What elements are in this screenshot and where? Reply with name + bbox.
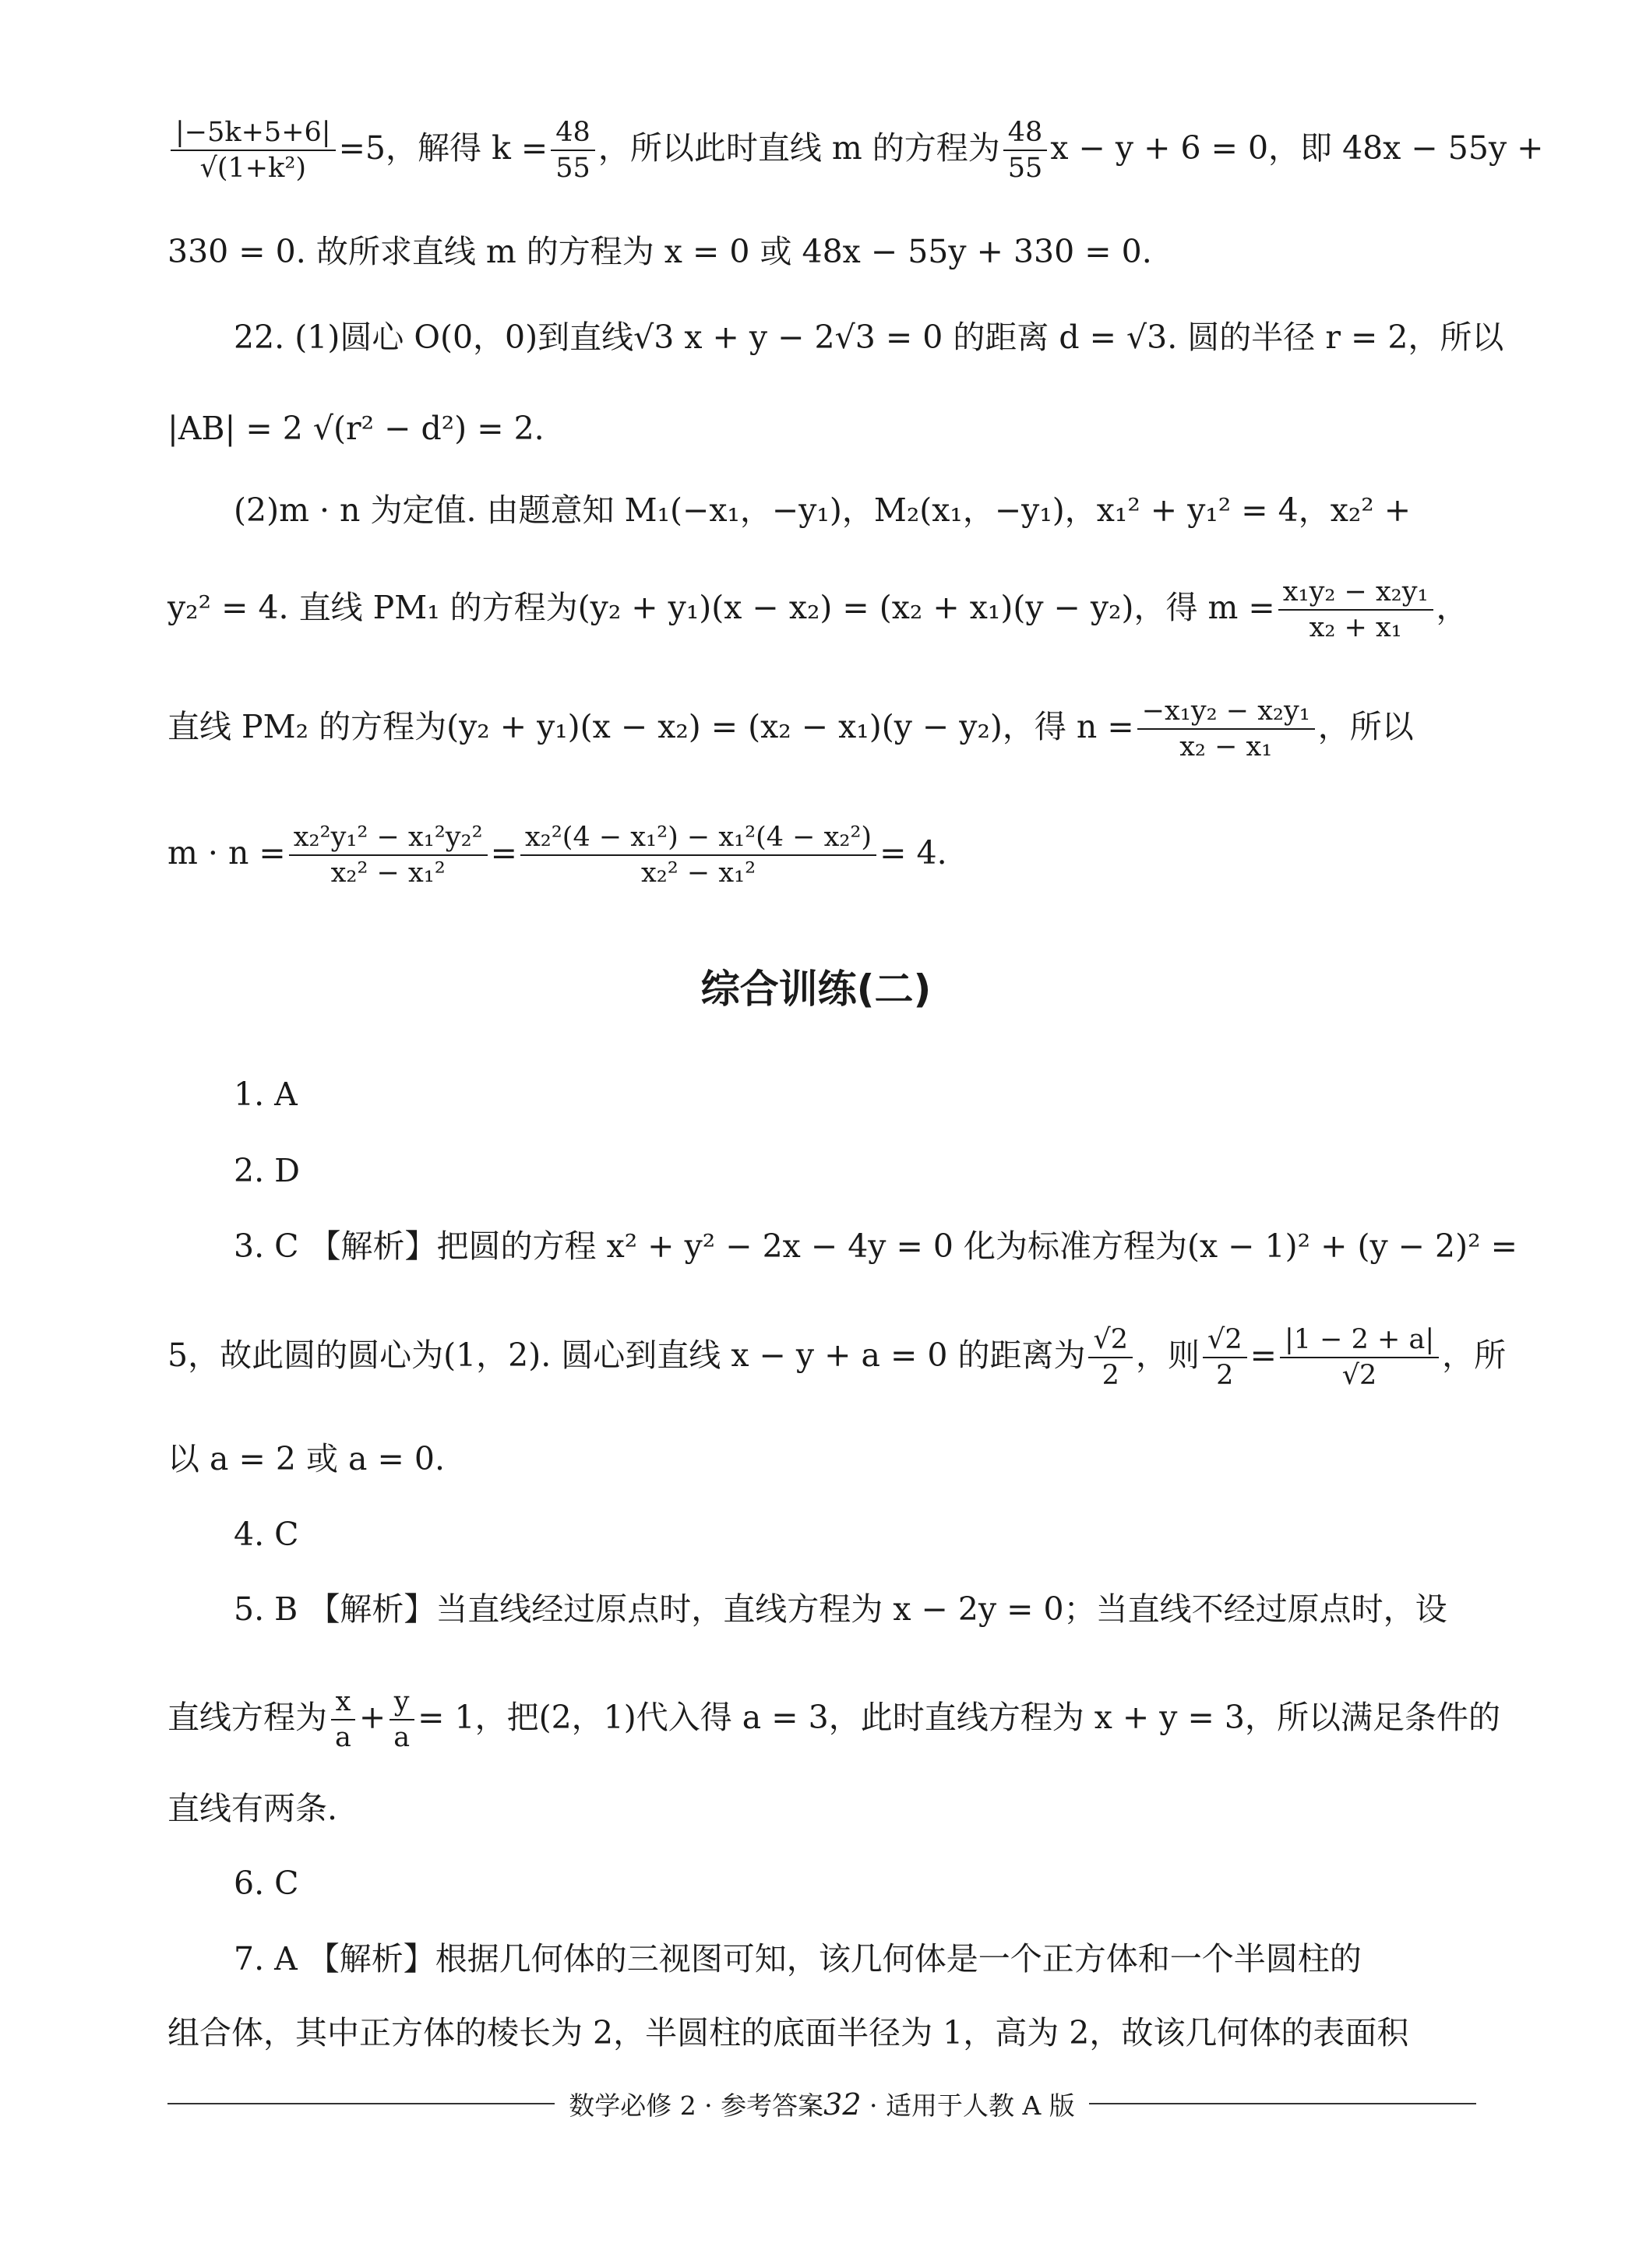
answer-4: 4. C (234, 1516, 299, 1553)
fraction (389, 1686, 414, 1754)
text-segment: x − y + 6 = 0，即 48x − 55y + (1050, 129, 1544, 167)
text-line-1 (167, 117, 1544, 185)
fraction-denominator: x₂ + x₁ (1309, 612, 1402, 644)
text-line-6 (167, 576, 1468, 644)
fraction (1088, 1324, 1133, 1392)
fraction-m (1278, 576, 1433, 644)
footer-label: 数学必修 2 · 参考答案 (569, 2090, 824, 2121)
fraction-numerator: 48 (1003, 117, 1048, 151)
fraction-numerator: x₂²y₁² − x₁²y₂² (289, 822, 488, 856)
text-segment: ， (1436, 588, 1468, 626)
footer-rule-right (1089, 2103, 1476, 2104)
text-segment: 5，故此圆的圆心为(1，2). 圆心到直线 x − y + a = 0 的距离为 (167, 1336, 1086, 1374)
fraction-numerator: 48 (551, 117, 595, 151)
text-segment: 直线 PM₂ 的方程为(y₂ + y₁)(x − x₂) = (x₂ − x₁)(y − y₂)，得 n = (167, 707, 1134, 745)
text-line-2: 330 = 0. 故所求直线 m 的方程为 x = 0 或 48x − 55y + 330 = 0. (167, 233, 1152, 270)
answer-2: 2. D (234, 1152, 301, 1189)
fraction-denominator: √(1+k²) (199, 153, 307, 185)
fraction-denominator: x₂² − x₁² (640, 858, 756, 889)
fraction-numerator: √2 (1088, 1324, 1133, 1358)
fraction-numerator: x₂²(4 − x₁²) − x₁²(4 − x₂²) (520, 822, 876, 856)
fraction-numerator: x (331, 1686, 356, 1720)
text-segment: ，所以 (1317, 707, 1414, 745)
text-segment: m · n = (167, 833, 286, 872)
fraction-denominator: a (393, 1722, 411, 1754)
text-segment: =5，解得 k = (338, 129, 548, 167)
fraction-numerator: |−5k+5+6| (171, 117, 336, 151)
fraction-product-2 (520, 822, 876, 889)
text-segment: + (358, 1698, 386, 1736)
answer-5-line-2 (167, 1686, 1500, 1754)
fraction-numerator: −x₁y₂ − x₂y₁ (1137, 696, 1315, 730)
answer-3-line-2 (167, 1324, 1506, 1392)
fraction-denominator: 55 (555, 153, 590, 185)
section-heading: 综合训练(二) (700, 967, 932, 1012)
page-footer (167, 2084, 1476, 2123)
fraction-distance (171, 117, 336, 185)
fraction-product-1 (289, 822, 488, 889)
text-line-5: (2)m · n 为定值. 由题意知 M₁(−x₁，−y₁)，M₂(x₁，−y₁)，x₁² + y₁² = 4，x₂² + (234, 491, 1412, 529)
answer-3-line-3: 以 a = 2 或 a = 0. (167, 1440, 446, 1477)
page-number: 32 (823, 2087, 862, 2122)
fraction-k (551, 117, 595, 185)
fraction-numerator: √2 (1203, 1324, 1247, 1358)
answer-3: 3. C 【解析】把圆的方程 x² + y² − 2x − 4y = 0 化为标准方程为(x − 1)² + (y − 2)² = (234, 1227, 1517, 1265)
text-segment: ，所 (1442, 1336, 1507, 1374)
text-segment: = (1250, 1336, 1277, 1374)
fraction-n (1137, 696, 1315, 763)
fraction-numerator: x₁y₂ − x₂y₁ (1278, 576, 1433, 611)
fraction (1280, 1324, 1439, 1392)
text-segment: = 4. (879, 833, 947, 872)
text-segment: ，所以此时直线 m 的方程为 (597, 129, 1000, 167)
footer-edition: · 适用于人教 A 版 (861, 2090, 1075, 2121)
fraction-numerator: y (389, 1686, 414, 1720)
fraction-denominator: x₂ − x₁ (1179, 731, 1273, 763)
fraction (330, 1686, 356, 1754)
text-segment: ，则 (1136, 1336, 1200, 1374)
answer-1: 1. A (234, 1076, 298, 1113)
answer-7-line-2: 组合体，其中正方体的棱长为 2，半圆柱的底面半径为 1，高为 2，故该几何体的表面积 (167, 2014, 1409, 2051)
text-segment: = 1，把(2，1)代入得 a = 3，此时直线方程为 x + y = 3，所以满足条件的 (418, 1698, 1500, 1736)
text-segment: 直线方程为 (167, 1698, 327, 1736)
fraction-denominator: √2 (1341, 1360, 1377, 1392)
fraction-slope (1003, 117, 1048, 185)
fraction-denominator: 2 (1102, 1360, 1119, 1392)
fraction-denominator: x₂² − x₁² (330, 858, 446, 889)
text-line-3: 22. (1)圆心 O(0，0)到直线√3 x + y − 2√3 = 0 的距离 d = √3. 圆的半径 r = 2，所以 (234, 319, 1504, 356)
answer-6: 6. C (234, 1865, 299, 1902)
fraction-denominator: 55 (1007, 153, 1043, 185)
text-line-4: |AB| = 2 √(r² − d²) = 2. (167, 410, 545, 447)
fraction-denominator: a (335, 1722, 351, 1754)
fraction-denominator: 2 (1216, 1360, 1234, 1392)
fraction (1203, 1324, 1247, 1392)
text-segment: y₂² = 4. 直线 PM₁ 的方程为(y₂ + y₁)(x − x₂) = (x₂ + x₁)(y − y₂)，得 m = (167, 588, 1275, 626)
text-line-7 (167, 696, 1414, 763)
text-line-8 (167, 822, 947, 889)
footer-rule-left (167, 2103, 555, 2104)
fraction-numerator: |1 − 2 + a| (1280, 1324, 1439, 1358)
text-segment: = (490, 833, 517, 872)
answer-5: 5. B 【解析】当直线经过原点时，直线方程为 x − 2y = 0；当直线不经过原点时，设 (234, 1590, 1447, 1628)
answer-7: 7. A 【解析】根据几何体的三视图可知，该几何体是一个正方体和一个半圆柱的 (234, 1940, 1362, 1977)
answer-5-line-3: 直线有两条. (167, 1790, 338, 1827)
footer-text (555, 2086, 1089, 2122)
